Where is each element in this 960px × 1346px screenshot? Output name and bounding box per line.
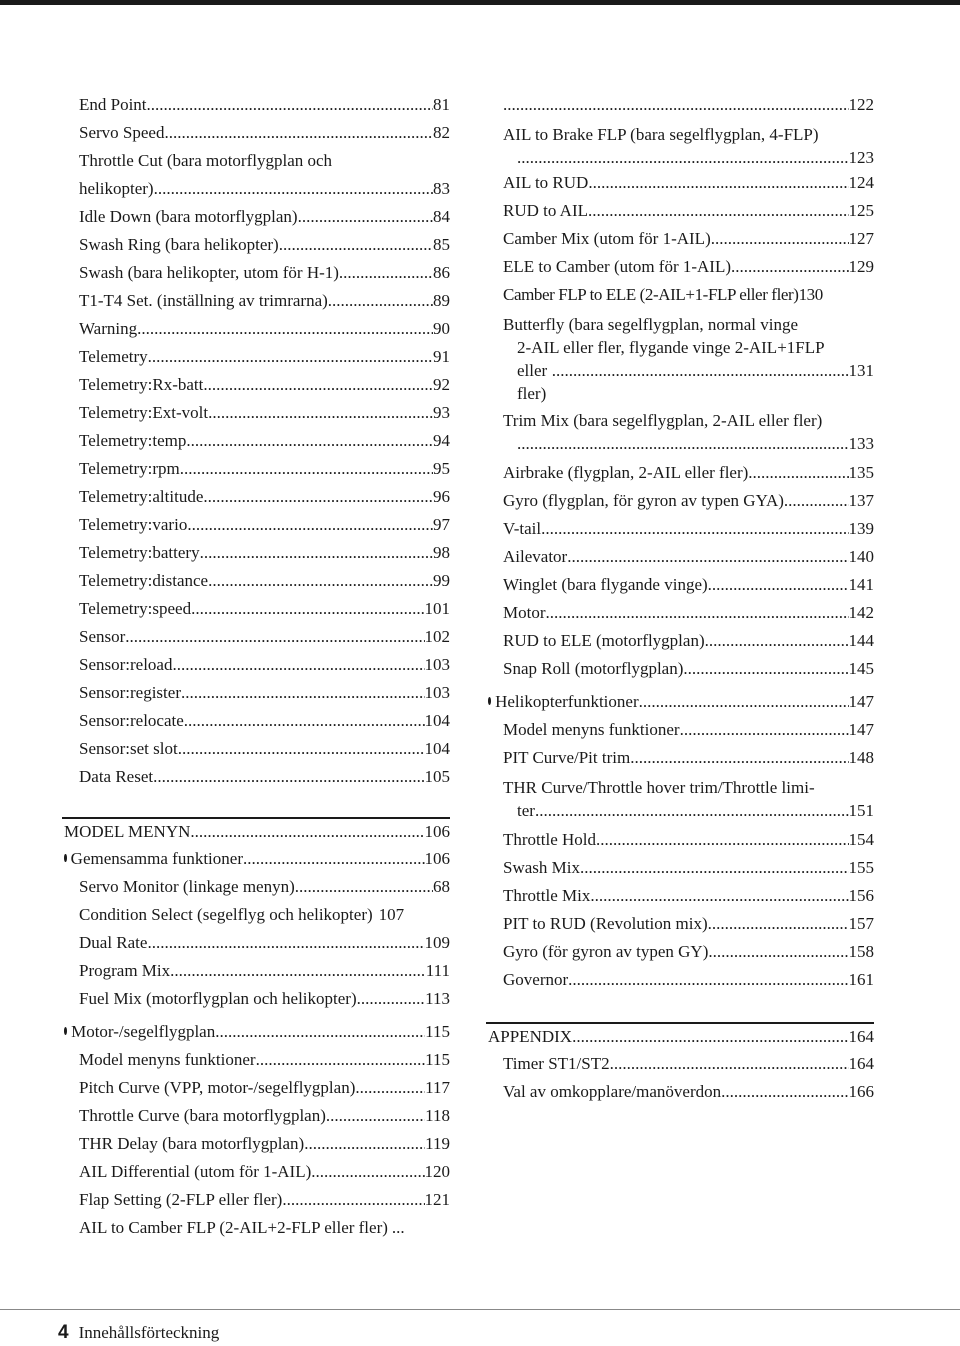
leader-dots: [355, 1074, 425, 1102]
leader-dots: [181, 679, 425, 707]
leader-dots: [203, 371, 433, 399]
toc-entry[interactable]: Telemetry:Ext-volt ..... 93: [62, 399, 450, 427]
toc-entry[interactable]: AIL to Camber FLP (2-AIL+2-FLP eller fler) ...: [79, 1218, 405, 1237]
leader-dots: [187, 511, 433, 539]
leader-dots: [683, 655, 848, 683]
leader-dots: [282, 1186, 424, 1214]
toc-entry[interactable]: Fuel Mix (motorflygplan och helikopter) ..... 113: [62, 985, 450, 1013]
leader-dots: [721, 1078, 848, 1106]
leader-dots: [186, 427, 433, 455]
bullet-icon: [64, 1027, 67, 1035]
toc-entry[interactable]: End Point ..... 81: [62, 91, 450, 119]
leader-dots: [180, 455, 433, 483]
leader-dots: [243, 845, 425, 873]
footer-label: Innehållsförteckning: [78, 1323, 220, 1342]
leader-dots: [279, 231, 433, 259]
toc-entry[interactable]: Warning ..... 90: [62, 315, 450, 343]
toc-entry-continuation[interactable]: ..... 122: [486, 91, 874, 119]
toc-entry[interactable]: Idle Down (bara motorflygplan) ..... 84: [62, 203, 450, 231]
bullet-icon: [64, 854, 67, 862]
leader-dots: [200, 539, 433, 567]
leader-dots: [304, 1130, 425, 1158]
leader-dots: [708, 910, 849, 938]
toc-entry[interactable]: Telemetry:battery ..... 98: [62, 539, 450, 567]
toc-entry[interactable]: Gyro (för gyron av typen GY) ..... 158: [486, 938, 874, 966]
leader-dots: [125, 623, 424, 651]
toc-entry[interactable]: Val av omkopplare/manöverdon ..... 166: [486, 1078, 874, 1106]
toc-entry[interactable]: Sensor:reload ..... 103: [62, 651, 450, 679]
leader-dots: [517, 146, 849, 169]
toc-entry[interactable]: Condition Select (segelflyg och helikopter) 107: [79, 905, 405, 924]
leader-dots: [357, 985, 426, 1013]
toc-entry-bullet[interactable]: Helikopterfunktioner ..... 147: [486, 688, 874, 716]
leader-dots: [708, 938, 848, 966]
leader-dots: [295, 873, 433, 901]
toc-entry[interactable]: Camber Mix (utom för 1-AIL) ..... 127: [486, 225, 874, 253]
leader-dots: [708, 571, 849, 599]
leader-dots: [328, 287, 433, 315]
leader-dots: [191, 595, 424, 623]
toc-entry[interactable]: Motor ..... 142: [486, 599, 874, 627]
toc-entry[interactable]: Trim Mix (bara segelflygplan, 2-AIL eller fler) ..... 133: [486, 409, 874, 455]
leader-dots: [748, 459, 848, 487]
leader-dots: [170, 957, 426, 985]
toc-entry[interactable]: Sensor:relocate ..... 104: [62, 707, 450, 735]
toc-entry[interactable]: Telemetry:temp ..... 94: [62, 427, 450, 455]
bullet-icon: [488, 697, 491, 705]
leader-dots: [154, 175, 433, 203]
toc-right-column: [486, 91, 874, 1106]
top-rule: [0, 0, 960, 5]
leader-dots: [153, 763, 424, 791]
toc-entry[interactable]: V-tail ..... 139: [486, 515, 874, 543]
leader-dots: [588, 169, 848, 197]
leader-dots: [711, 225, 849, 253]
leader-dots: [596, 826, 848, 854]
leader-dots: [184, 707, 425, 735]
toc-entry[interactable]: Telemetry:rpm ..... 95: [62, 455, 450, 483]
leader-dots: [256, 1046, 426, 1074]
footer-rule: [0, 1309, 960, 1310]
leader-dots: [705, 627, 849, 655]
section-heading-model-menyn[interactable]: MODEL MENYN ..... 106: [62, 817, 450, 845]
toc-entry[interactable]: Sensor ..... 102: [62, 623, 450, 651]
leader-dots: [580, 854, 849, 882]
leader-dots: [784, 487, 849, 515]
toc-entry[interactable]: Throttle Cut (bara motorflygplan och helikopter) ..... 83: [62, 147, 450, 203]
leader-dots: [147, 91, 433, 119]
toc-entry[interactable]: Servo Monitor (linkage menyn) ..... 68: [62, 873, 450, 901]
toc-entry[interactable]: Butterfly (bara segelflygplan, normal vinge 2-AIL eller fler, flygande vinge 2-AIL+1FLP eller fler) ..... 131: [486, 313, 874, 405]
toc-entry[interactable]: AIL to RUD ..... 124: [486, 169, 874, 197]
leader-dots: [731, 253, 848, 281]
leader-dots: [298, 203, 433, 231]
leader-dots: [588, 197, 849, 225]
leader-dots: [208, 567, 433, 595]
toc-entry[interactable]: Throttle Hold ..... 154: [486, 826, 874, 854]
toc-entry[interactable]: Swash Mix ..... 155: [486, 854, 874, 882]
toc-entry[interactable]: Snap Roll (motorflygplan) ..... 145: [486, 655, 874, 683]
toc-entry[interactable]: RUD to ELE (motorflygplan) ..... 144: [486, 627, 874, 655]
toc-entry[interactable]: PIT to RUD (Revolution mix) ..... 157: [486, 910, 874, 938]
toc-entry[interactable]: THR Curve/Throttle hover trim/Throttle limi- ter ..... 151: [486, 776, 874, 822]
page-footer: [58, 1322, 219, 1344]
toc-entry[interactable]: Data Reset ..... 105: [62, 763, 450, 791]
toc-entry[interactable]: AIL Differential (utom för 1-AIL) ..... 120: [62, 1158, 450, 1186]
leader-dots: [610, 1050, 849, 1078]
toc-entry[interactable]: Timer ST1/ST2 ..... 164: [486, 1050, 874, 1078]
toc-entry[interactable]: AIL to Brake FLP (bara segelflygplan, 4-FLP) ..... 123: [486, 123, 874, 169]
leader-dots: [517, 432, 849, 455]
toc-entry[interactable]: Winglet (bara flygande vinge) ..... 141: [486, 571, 874, 599]
toc-entry[interactable]: RUD to AIL ..... 125: [486, 197, 874, 225]
toc-entry[interactable]: Throttle Curve (bara motorflygplan) ..... 118: [62, 1102, 450, 1130]
toc-entry[interactable]: Program Mix ..... 111: [62, 957, 450, 985]
toc-entry[interactable]: THR Delay (bara motorflygplan) ..... 119: [62, 1130, 450, 1158]
leader-dots: [164, 119, 433, 147]
leader-dots: [639, 688, 849, 716]
toc-entry[interactable]: Airbrake (flygplan, 2-AIL eller fler) ..... 135: [486, 459, 874, 487]
leader-dots: [326, 1102, 425, 1130]
toc-entry[interactable]: Model menyns funktioner ..... 115: [62, 1046, 450, 1074]
leader-dots: [541, 515, 848, 543]
toc-entry[interactable]: Telemetry:vario ..... 97: [62, 511, 450, 539]
leader-dots: [311, 1158, 424, 1186]
toc-entry[interactable]: Servo Speed ..... 82: [62, 119, 450, 147]
leader-dots: [148, 343, 433, 371]
toc-entry[interactable]: Sensor:set slot ..... 104: [62, 735, 450, 763]
leader-dots: [630, 744, 848, 772]
toc-entry[interactable]: T1-T4 Set. (inställning av trimrarna) ..... 89: [62, 287, 450, 315]
leader-dots: [339, 259, 433, 287]
leader-dots: [572, 1024, 848, 1050]
leader-dots: [137, 315, 433, 343]
toc-left-column: [62, 91, 450, 1242]
leader-dots: [215, 1018, 425, 1046]
toc-entry[interactable]: PIT Curve/Pit trim ..... 148: [486, 744, 874, 772]
page-number: 4: [58, 1322, 69, 1343]
leader-dots: [203, 483, 433, 511]
leader-dots: [680, 716, 849, 744]
leader-dots: [567, 543, 848, 571]
toc-entry[interactable]: Swash (bara helikopter, utom för H-1) ..... 86: [62, 259, 450, 287]
toc-entry[interactable]: Swash Ring (bara helikopter) ..... 85: [62, 231, 450, 259]
toc-entry[interactable]: Gyro (flygplan, för gyron av typen GYA) ..... 137: [486, 487, 874, 515]
leader-dots: [178, 735, 425, 763]
toc-entry[interactable]: Flap Setting (2-FLP eller fler) ..... 121: [62, 1186, 450, 1214]
leader-dots: [147, 929, 424, 957]
toc-entry[interactable]: Ailevator ..... 140: [486, 543, 874, 571]
leader-dots: [503, 91, 849, 119]
leader-dots: [552, 359, 849, 382]
toc-entry[interactable]: Dual Rate ..... 109: [62, 929, 450, 957]
toc-entry[interactable]: Governor ..... 161: [486, 966, 874, 994]
section-heading-appendix[interactable]: APPENDIX ..... 164: [486, 1022, 874, 1050]
toc-entry[interactable]: Model menyns funktioner ..... 147: [486, 716, 874, 744]
toc-entry[interactable]: Sensor:register ..... 103: [62, 679, 450, 707]
leader-dots: [568, 966, 848, 994]
toc-entry-bullet[interactable]: Motor-/segelflygplan ..... 115: [62, 1018, 450, 1046]
toc-entry[interactable]: Telemetry:Rx-batt ..... 92: [62, 371, 450, 399]
toc-entry[interactable]: Pitch Curve (VPP, motor-/segelflygplan) ..... 117: [62, 1074, 450, 1102]
toc-entry-bullet[interactable]: Gemensamma funktioner ..... 106: [62, 845, 450, 873]
leader-dots: [190, 819, 424, 845]
leader-dots: [172, 651, 424, 679]
toc-entry[interactable]: Camber FLP to ELE (2-AIL+1-FLP eller fler) 130: [503, 285, 823, 304]
toc-entry[interactable]: Throttle Mix ..... 156: [486, 882, 874, 910]
toc-entry[interactable]: ELE to Camber (utom för 1-AIL) ..... 129: [486, 253, 874, 281]
toc-entry[interactable]: Telemetry:altitude ..... 96: [62, 483, 450, 511]
leader-dots: [535, 799, 849, 822]
toc-entry[interactable]: Telemetry ..... 91: [62, 343, 450, 371]
leader-dots: [590, 882, 848, 910]
leader-dots: [546, 599, 849, 627]
leader-dots: [208, 399, 433, 427]
toc-entry[interactable]: Telemetry:speed ..... 101: [62, 595, 450, 623]
toc-entry[interactable]: Telemetry:distance ..... 99: [62, 567, 450, 595]
